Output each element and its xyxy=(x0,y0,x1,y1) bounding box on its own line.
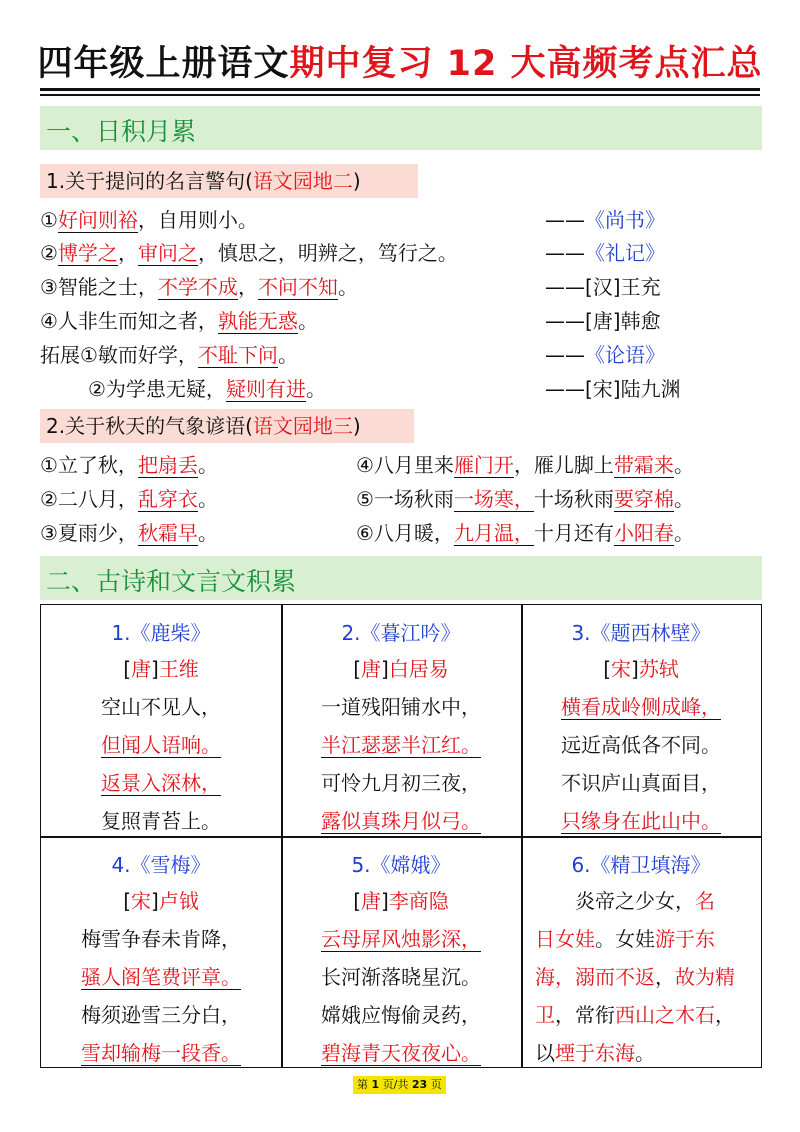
proverb-5: ⑤一场秋雨一场寒，十场秋雨要穿棉。 xyxy=(356,487,694,511)
quote-5-source: ——《论语》 xyxy=(545,343,665,367)
poem-author: [宋]卢钺 xyxy=(123,889,199,913)
poem-line: 空山不见人， xyxy=(101,695,221,719)
poem-title: 3.《题西林壁》 xyxy=(571,621,711,645)
poem-cell-4 xyxy=(41,837,281,1068)
poem-line: 碧海青天夜夜心。 xyxy=(321,1041,481,1065)
quote-3: ③智能之士，不学不成，不问不知。 xyxy=(40,275,358,299)
poem-line: 不识庐山真面目， xyxy=(561,771,721,795)
prose-line: 以堙于东海。 xyxy=(535,1041,655,1065)
section-1-title: 一、日积月累 xyxy=(46,117,197,146)
poem-line: 云母屏风烛影深， xyxy=(321,927,481,951)
poem-title: 2.《暮江吟》 xyxy=(341,621,461,645)
poem-line: 复照青苔上。 xyxy=(101,809,221,833)
quote-2: ②博学之，审问之，慎思之，明辨之，笃行之。 xyxy=(40,241,458,265)
poem-line: 梅雪争春未肯降， xyxy=(81,927,241,951)
subsection-1-header xyxy=(40,164,418,198)
poem-line: 露似真珠月似弓。 xyxy=(321,809,481,833)
poem-line: 骚人阁笔费评章。 xyxy=(81,965,241,989)
prose-line: 海，溺而不返，故为精 xyxy=(535,965,735,989)
poem-cell-6 xyxy=(521,837,761,1068)
poem-line: 返景入深林， xyxy=(101,771,221,795)
poem-line: 一道残阳铺水中， xyxy=(321,695,481,719)
subsection-1-source: 语文园地二 xyxy=(252,169,353,193)
poem-cell-2 xyxy=(281,605,521,836)
page-indicator: 第 1 页/共 23 页 xyxy=(353,1076,446,1094)
subsection-1-close: ) xyxy=(352,169,361,193)
poem-author: [宋]苏轼 xyxy=(603,657,679,681)
quote-3-source: ——[汉]王充 xyxy=(545,275,661,299)
prose-line: 卫，常衔西山之木石， xyxy=(535,1003,735,1027)
poem-author: [唐]白居易 xyxy=(353,657,449,681)
quote-2-source: ——《礼记》 xyxy=(545,241,665,265)
quote-4-source: ——[唐]韩愈 xyxy=(545,309,661,333)
title-part2: 期中复习 12 大高频考点汇总 xyxy=(289,44,763,84)
page-title xyxy=(0,36,800,86)
proverb-1: ①立了秋，把扇丢。 xyxy=(40,453,218,477)
poem-line: 远近高低各不同。 xyxy=(561,733,721,757)
poem-line: 横看成岭侧成峰， xyxy=(561,695,721,719)
poem-title: 1.《鹿柴》 xyxy=(111,621,211,645)
subsection-2-header xyxy=(40,409,414,443)
proverb-3: ③夏雨少，秋霜早。 xyxy=(40,521,218,545)
poem-line: 梅须逊雪三分白， xyxy=(81,1003,241,1027)
quote-6: ②为学患无疑，疑则有进。 xyxy=(88,377,326,401)
poem-title: 5.《嫦娥》 xyxy=(351,853,451,877)
title-rule-thin xyxy=(40,94,760,96)
poem-line: 嫦娥应悔偷灵药， xyxy=(321,1003,481,1027)
poem-cell-5 xyxy=(281,837,521,1068)
quote-6-source: ——[宋]陆九渊 xyxy=(545,377,681,401)
prose-line: 日女娃。女娃游于东 xyxy=(535,927,715,951)
poem-line: 可怜九月初三夜， xyxy=(321,771,481,795)
subsection-2-label: 2.关于秋天的气象谚语( xyxy=(46,414,253,438)
poem-title: 4.《雪梅》 xyxy=(111,853,211,877)
poem-line: 雪却输梅一段香。 xyxy=(81,1041,241,1065)
poem-line: 只缘身在此山中。 xyxy=(561,809,721,833)
poem-cell-3 xyxy=(521,605,761,836)
section-2-title: 二、古诗和文言文积累 xyxy=(46,567,297,596)
subsection-1-label: 1.关于提问的名言警句( xyxy=(46,169,253,193)
proverb-4: ④八月里来雁门开，雁儿脚上带霜来。 xyxy=(356,453,694,477)
poem-line: 但闻人语响。 xyxy=(101,733,221,757)
poem-cell-1 xyxy=(41,605,281,836)
poem-title: 6.《精卫填海》 xyxy=(571,853,711,877)
quote-5: 拓展①敏而好学，不耻下问。 xyxy=(40,343,298,367)
poem-author: [唐]李商隐 xyxy=(353,889,449,913)
poem-line: 长河渐落晓星沉。 xyxy=(321,965,481,989)
section-2-header xyxy=(40,556,762,600)
subsection-2-source: 语文园地三 xyxy=(252,414,353,438)
prose-line: 炎帝之少女，名 xyxy=(575,889,715,913)
quote-4: ④人非生而知之者，孰能无惑。 xyxy=(40,309,318,333)
quote-1: ①好问则裕，自用则小。 xyxy=(40,208,258,232)
section-1-header xyxy=(40,106,762,150)
proverb-6: ⑥八月暖，九月温，十月还有小阳春。 xyxy=(356,521,694,545)
title-part1: 四年级上册语文 xyxy=(37,44,290,84)
proverb-2: ②二八月，乱穿衣。 xyxy=(40,487,218,511)
quote-1-source: ——《尚书》 xyxy=(545,208,665,232)
title-rule-thick xyxy=(40,88,760,91)
poem-table xyxy=(40,604,762,1068)
subsection-2-close: ) xyxy=(352,414,361,438)
poem-line: 半江瑟瑟半江红。 xyxy=(321,733,481,757)
poem-author: [唐]王维 xyxy=(123,657,199,681)
